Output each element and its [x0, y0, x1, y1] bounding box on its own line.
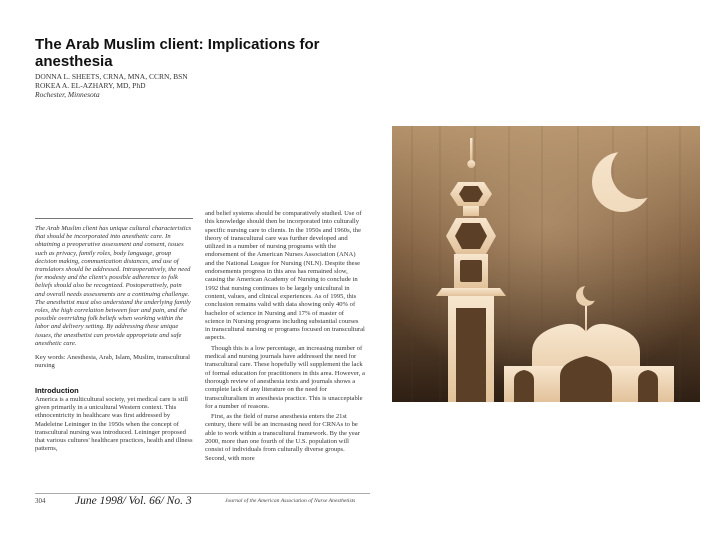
introduction-heading: Introduction: [35, 386, 79, 395]
author-line: DONNA L. SHEETS, CRNA, MNA, CCRN, BSN: [35, 72, 188, 81]
page-number: 304: [35, 497, 46, 505]
keywords-text: Anesthesia, Arab, Islam, Muslim, transcultural nursing: [35, 354, 190, 370]
body-paragraph: First, as the field of nurse anesthesia enters the 21st century, there will be an increasing need for CRNAs to be able to work within a transcultural framework. By the year 2000, more than one fourth of the U.S. population will consist of individuals from culturally diverse groups. Second, with more: [205, 413, 360, 462]
introduction-paragraph: America is a multicultural society, yet medical care is still given primarily in a unicultural Western context. This ethnocentricity in healthcare was first addressed by Madeleine Leininger in the 1950s when the concept of transcultural nursing was introduced. Leininger proposed that various cultures' healthcare practices, health and illness patterns,: [35, 396, 193, 453]
author-line: ROKEA A. EL-AZHARY, MD, PhD: [35, 81, 146, 90]
issue-info: June 1998/ Vol. 66/ No. 3: [75, 495, 192, 507]
second-column: [205, 210, 365, 465]
article-title: The Arab Muslim client: Implications for anesthesia: [35, 36, 320, 70]
author-block: [35, 72, 335, 99]
abstract: The Arab Muslim client has unique cultural characteristics that should be incorporated into anesthetic care. In obtaining a preoperative assessment and consent, issues such as privacy, family roles, body language, group decision making, communication distances, and use of translators should be addressed. Intraoperatively, the need for modesty and the client's possible adherence to folk beliefs should also be recognized. Postoperatively, pain and overall needs assessments are a continuing challenge. The anesthetist must also understand the underlying family roles, the high correlation between fear and pain, and the possible overriding folk beliefs when working within the labor and delivery setting. By addressing these unique issues, the anesthetist can provide appropriate and safe anesthetic care.: [35, 218, 193, 348]
mosque-crescent-icon: [392, 126, 700, 402]
affiliation: Rochester, Minnesota: [35, 90, 100, 99]
body-paragraph: Though this is a low percentage, an increasing number of medical and nursing journals have addressed the need for transcultural care. These hopefully will supplement the lack of formal education for practitioners in this area. However, a thorough review of anesthesia texts and journals shows a complete lack of any literature on the need for transculturalism in anesthesia practice. This is unacceptable for a number of reasons.: [205, 344, 365, 410]
keywords-label: Key words:: [35, 354, 66, 361]
body-paragraph: and belief systems should be comparatively studied. Use of this knowledge should then be incorporated into culturally specific nursing care to clients. In the 1950s and 1960s, the theory of transcultural care was further developed and utilized in a number of nursing programs with the endorsement of the American Nurses Association (ANA) and the National League for Nursing (NLN). Despite these endorsements progress in this area has remained slow, causing the American Academy of Nursing to conclude in 1992 that nursing continues to be largely unicultural in content, values, and clinical experiences. As of 1995, this conclusion remains valid with data showing only 40% of bachelor of science in Nursing and 17% of master of science in Nursing programs including substantial courses in transcultural nursing or programs focused on transcultural aspects.: [205, 210, 365, 342]
journal-name: Journal of the American Association of Nurse Anesthetists: [225, 498, 356, 504]
page-footer: [35, 493, 370, 508]
keywords: [35, 354, 193, 370]
